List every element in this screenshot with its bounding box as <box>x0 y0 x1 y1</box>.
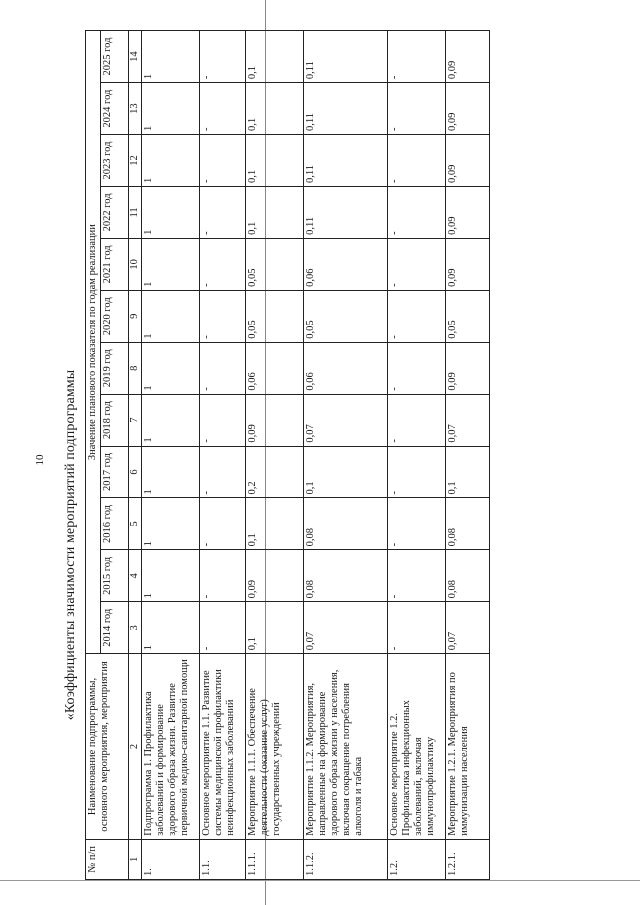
row-value: - <box>200 498 246 550</box>
column-number: 4 <box>129 550 142 602</box>
row-value: - <box>200 290 246 342</box>
row-value: 0,11 <box>304 83 388 135</box>
row-value: - <box>200 31 246 83</box>
row-value: - <box>388 550 446 602</box>
row-value: 0,08 <box>304 550 388 602</box>
row-value: 0,08 <box>446 498 490 550</box>
row-value: - <box>388 394 446 446</box>
row-value: - <box>388 238 446 290</box>
row-value: 0,09 <box>446 238 490 290</box>
row-value: 0,07 <box>304 602 388 654</box>
year-header: 2021 год <box>101 238 129 290</box>
row-value: - <box>200 135 246 187</box>
row-name: Мероприятие 1.1.1. Обеспечение деятельности (оказание услуг) государственных учреждений <box>246 654 304 839</box>
header-number: № п/п <box>86 839 129 879</box>
row-value: 0,07 <box>446 602 490 654</box>
row-name: Мероприятие 1.1.2. Мероприятия, направленные на формирование здорового образа жизни у населения, включая сокращение потребления алкоголя и табака <box>304 654 388 839</box>
column-number: 12 <box>129 135 142 187</box>
row-value: 0,1 <box>246 498 304 550</box>
row-value: 0,09 <box>446 342 490 394</box>
row-value: - <box>388 602 446 654</box>
year-header: 2024 год <box>101 83 129 135</box>
year-header: 2017 год <box>101 446 129 498</box>
row-value: 0,05 <box>304 290 388 342</box>
column-number: 3 <box>129 602 142 654</box>
row-number: 1.1. <box>200 839 246 879</box>
row-value: 0,1 <box>446 446 490 498</box>
row-value: 0,11 <box>304 135 388 187</box>
row-value: 0,1 <box>246 31 304 83</box>
row-number: 1.1.1. <box>246 839 304 879</box>
column-number: 1 <box>129 839 142 879</box>
column-number: 6 <box>129 446 142 498</box>
row-value: 0,09 <box>446 186 490 238</box>
significance-table <box>85 30 490 880</box>
table-row <box>388 31 446 880</box>
row-value: 0,08 <box>446 550 490 602</box>
row-name: Основное мероприятие 1.2. Профилактика инфекционных заболеваний, включая иммунопрофилактику <box>388 654 446 839</box>
row-value: 1 <box>142 342 200 394</box>
year-header: 2023 год <box>101 135 129 187</box>
row-value: - <box>200 602 246 654</box>
row-value: - <box>388 83 446 135</box>
row-value: 1 <box>142 135 200 187</box>
page-number: 10 <box>34 454 46 466</box>
year-header: 2015 год <box>101 550 129 602</box>
row-value: 1 <box>142 550 200 602</box>
year-header: 2014 год <box>101 602 129 654</box>
header-name: Наименование подпрограммы, основного мероприятия, мероприятия <box>86 654 129 839</box>
row-value: 0,09 <box>246 550 304 602</box>
row-value: 0,07 <box>304 394 388 446</box>
row-name: Основное мероприятие 1.1. Развитие системы медицинской профилактики неинфекционных заболеваний <box>200 654 246 839</box>
row-value: 0,1 <box>246 602 304 654</box>
row-value: 0,1 <box>304 446 388 498</box>
row-value: 0,2 <box>246 446 304 498</box>
row-value: 0,08 <box>304 498 388 550</box>
year-header: 2020 год <box>101 290 129 342</box>
row-value: 1 <box>142 290 200 342</box>
year-header: 2019 год <box>101 342 129 394</box>
row-value: 0,09 <box>246 394 304 446</box>
row-value: - <box>388 290 446 342</box>
row-value: 1 <box>142 602 200 654</box>
row-number: 1.2. <box>388 839 446 879</box>
row-value: 0,06 <box>304 342 388 394</box>
row-value: - <box>388 135 446 187</box>
row-value: 0,06 <box>304 238 388 290</box>
row-value: 1 <box>142 446 200 498</box>
row-value: 0,1 <box>246 83 304 135</box>
column-number: 2 <box>129 654 142 839</box>
column-numbers-row <box>129 31 142 880</box>
table-row <box>446 31 490 880</box>
row-value: 0,07 <box>446 394 490 446</box>
row-value: - <box>388 31 446 83</box>
column-number: 8 <box>129 342 142 394</box>
row-value: - <box>200 238 246 290</box>
row-value: 0,1 <box>246 135 304 187</box>
row-value: 1 <box>142 394 200 446</box>
year-header: 2022 год <box>101 186 129 238</box>
column-number: 11 <box>129 186 142 238</box>
row-value: 1 <box>142 186 200 238</box>
row-value: - <box>200 342 246 394</box>
row-value: 0,09 <box>446 135 490 187</box>
document-title: «Коэффициенты значимости мероприятий подпрограммы <box>63 369 78 721</box>
row-name: Подпрограмма 1. Профилактика заболеваний и формирование здорового образа жизни. Развитие первичной медико-санитарной помощи <box>142 654 200 839</box>
row-value: - <box>200 446 246 498</box>
row-value: 1 <box>142 31 200 83</box>
row-value: 1 <box>142 83 200 135</box>
row-value: - <box>388 186 446 238</box>
table-row <box>246 31 304 880</box>
column-number: 5 <box>129 498 142 550</box>
row-value: 0,05 <box>246 238 304 290</box>
row-value: 0,1 <box>246 186 304 238</box>
row-value: - <box>388 446 446 498</box>
table-row <box>304 31 388 880</box>
scan-edge-horizontal <box>0 880 640 881</box>
row-value: 1 <box>142 238 200 290</box>
row-value: 0,06 <box>246 342 304 394</box>
row-value: - <box>200 186 246 238</box>
row-number: 1.1.2. <box>304 839 388 879</box>
year-header: 2018 год <box>101 394 129 446</box>
row-value: - <box>200 83 246 135</box>
year-header: 2025 год <box>101 31 129 83</box>
table-row <box>200 31 246 880</box>
row-value: 0,09 <box>446 83 490 135</box>
row-value: 0,09 <box>446 31 490 83</box>
table-row <box>142 31 200 880</box>
row-value: 0,11 <box>304 31 388 83</box>
header-values-group: Значение планового показателя по годам реализации <box>86 31 101 654</box>
column-number: 13 <box>129 83 142 135</box>
row-value: - <box>388 342 446 394</box>
row-value: 0,05 <box>446 290 490 342</box>
row-name: Мероприятие 1.2.1. Мероприятия по иммунизации населения <box>446 654 490 839</box>
column-number: 14 <box>129 31 142 83</box>
row-value: 1 <box>142 498 200 550</box>
row-value: - <box>388 498 446 550</box>
row-value: - <box>200 394 246 446</box>
column-number: 7 <box>129 394 142 446</box>
column-number: 10 <box>129 238 142 290</box>
row-number: 1. <box>142 839 200 879</box>
row-value: 0,05 <box>246 290 304 342</box>
rotated-page-content <box>60 30 560 880</box>
column-number: 9 <box>129 290 142 342</box>
row-value: 0,11 <box>304 186 388 238</box>
year-header: 2016 год <box>101 498 129 550</box>
row-number: 1.2.1. <box>446 839 490 879</box>
row-value: - <box>200 550 246 602</box>
